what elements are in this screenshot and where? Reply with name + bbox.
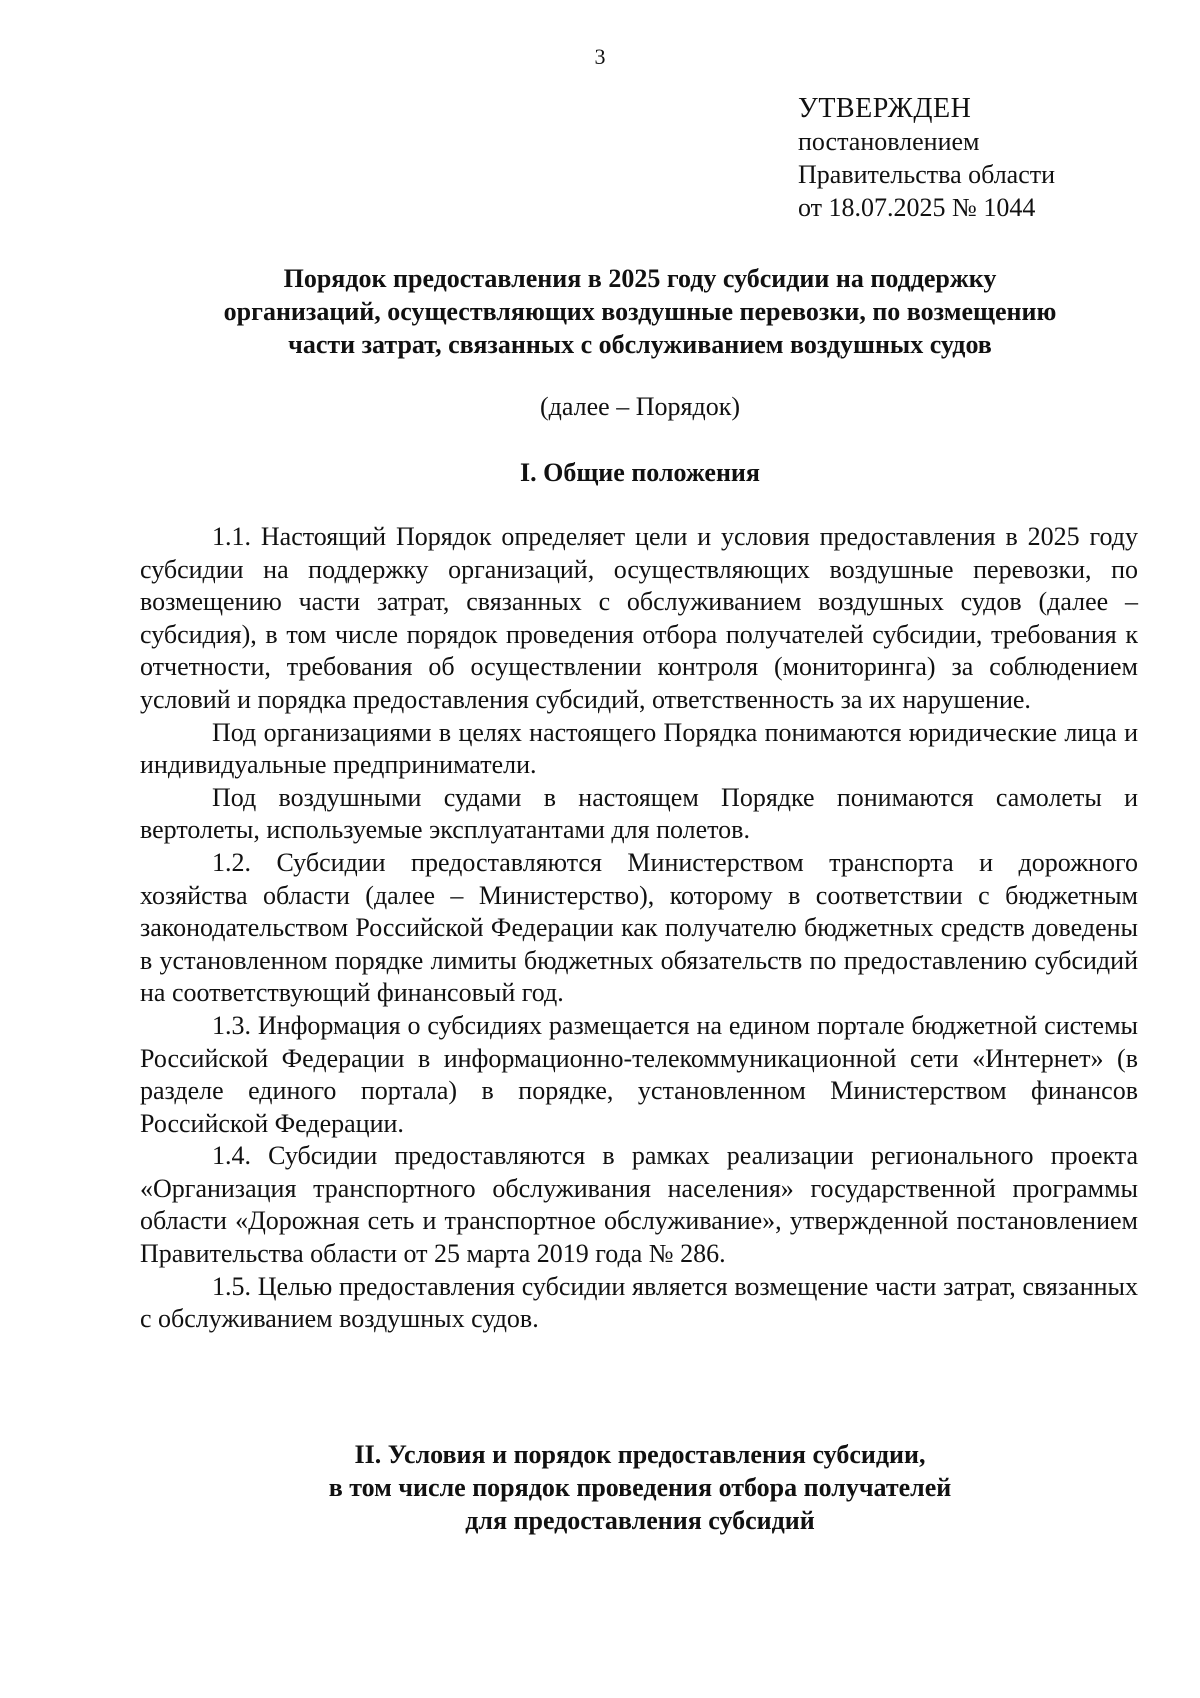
approval-block <box>798 92 1178 224</box>
document-subtitle: (далее – Порядок) <box>540 392 740 421</box>
document-title <box>140 262 1140 361</box>
section-heading-conditions <box>140 1438 1140 1537</box>
page-number: 3 <box>594 44 606 69</box>
section-heading-general: I. Общие положения <box>520 458 760 487</box>
title-line: организаций, осуществляющих воздушные перевозки, по возмещению <box>223 297 1057 326</box>
title-line: Порядок предоставления в 2025 году субсидии на поддержку <box>283 264 997 293</box>
heading-line: II. Условия и порядок предоставления субсидии, <box>354 1440 926 1469</box>
paragraph-organizations: Под организациями в целях настоящего Порядка понимаются юридические лица и индивидуальные предприниматели. <box>140 717 1138 780</box>
heading-line: в том числе порядок проведения отбора получателей <box>328 1473 952 1502</box>
paragraph-1-2: 1.2. Субсидии предоставляются Министерством транспорта и дорожного хозяйства области (далее – Министерство), которому в соответствии с бюджетным законодательством Российской Федерации как получателю бюджетных средств доведены в установленном порядке лимиты бюджетных обязательств по предоставлению субсидий на соответствующий финансовый год. <box>140 847 1138 1008</box>
paragraph-1-5: 1.5. Целью предоставления субсидии является возмещение части затрат, связанных с обслуживанием воздушных судов. <box>140 1271 1138 1334</box>
paragraph-1-1: 1.1. Настоящий Порядок определяет цели и условия предоставления в 2025 году субсидии на поддержку организаций, осуществляющих воздушные перевозки, по возмещению части затрат, связанных с обслуживанием воздушных судов (далее – субсидия), в том числе порядок проведения отбора получателей субсидии, требования к отчетности, требования об осуществлении контроля (мониторинга) за соблюдением условий и порядка предоставления субсидий, ответственность за их нарушение. <box>140 522 1138 714</box>
approval-line: постановлением <box>798 127 980 156</box>
paragraph-1-3: 1.3. Информация о субсидиях размещается на едином портале бюджетной системы Российской Федерации в информационно-телекоммуникационной сети «Интернет» (в разделе единого портала) в порядке, установленном Министерством финансов Российской Федерации. <box>140 1010 1138 1138</box>
section-body <box>140 521 1138 1336</box>
title-line: части затрат, связанных с обслуживанием воздушных судов <box>288 330 992 359</box>
approval-date-number: от 18.07.2025 № 1044 <box>798 193 1036 222</box>
paragraph-1-4: 1.4. Субсидии предоставляются в рамках реализации регионального проекта «Организация транспортного обслуживания населения» государственной программы области «Дорожная сеть и транспортное обслуживание», утвержденной постановлением Правительства области от 25 марта 2019 года № 286. <box>140 1141 1138 1269</box>
heading-line: для предоставления субсидий <box>465 1506 815 1535</box>
approval-stamp: УТВЕРЖДЕН <box>798 93 972 124</box>
approval-line: Правительства области <box>798 160 1056 189</box>
paragraph-aircraft: Под воздушными судами в настоящем Порядке понимаются самолеты и вертолеты, используемые эксплуатантами для полетов. <box>140 782 1138 845</box>
